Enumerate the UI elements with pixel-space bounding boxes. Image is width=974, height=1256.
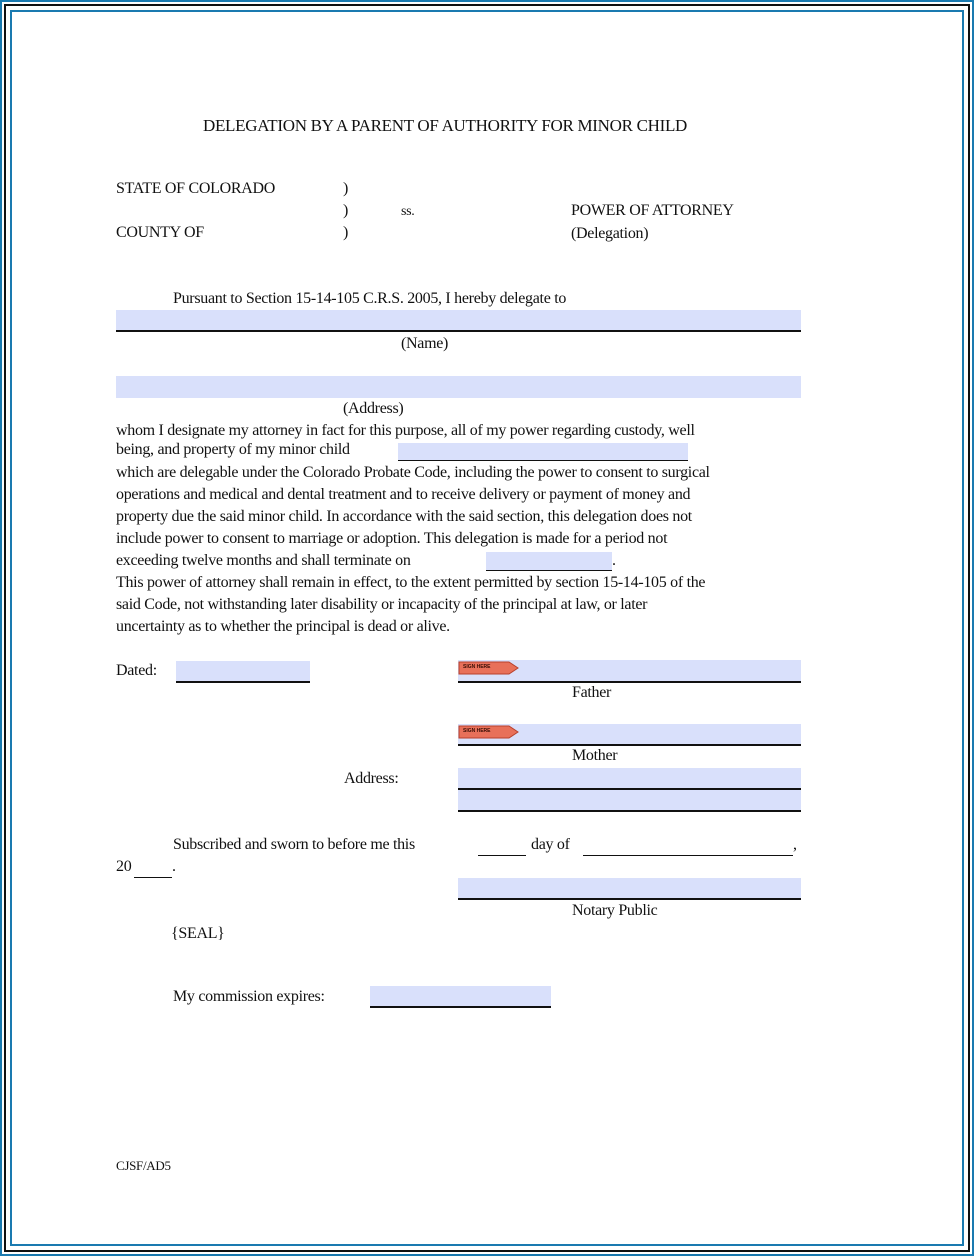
sworn-month-field[interactable] <box>583 835 793 856</box>
body-line: include power to consent to marriage or adoption. This delegation is made for a period not <box>116 530 668 547</box>
body-line: which are delegable under the Colorado Probate Code, including the power to consent to surgical <box>116 464 710 481</box>
address-field[interactable] <box>116 376 801 398</box>
paren: ) <box>343 202 349 219</box>
sign-here-text: SIGN HERE <box>463 728 491 734</box>
body-line: property due the said minor child. In accordance with the said section, this delegation does not <box>116 508 692 525</box>
delegation-label: (Delegation) <box>571 225 649 242</box>
address-label: (Address) <box>343 400 404 417</box>
body-line: This power of attorney shall remain in effect, to the extent permitted by section 15-14-105 of the <box>116 574 706 591</box>
commission-expires-field[interactable] <box>370 986 551 1008</box>
sworn-day-field[interactable] <box>478 835 526 856</box>
body-line: exceeding twelve months and shall terminate on <box>116 552 411 569</box>
notary-label: Notary Public <box>572 902 658 919</box>
intro-text: Pursuant to Section 15-14-105 C.R.S. 2005, I hereby delegate to <box>173 290 567 307</box>
minor-child-field[interactable] <box>398 443 688 461</box>
county-label: COUNTY OF <box>116 224 204 241</box>
year-prefix: 20 <box>116 858 132 875</box>
paren: ) <box>343 180 349 197</box>
address-field-label: Address: <box>344 770 399 787</box>
sign-here-text: SIGN HERE <box>463 664 491 670</box>
period: . <box>172 858 176 875</box>
body-line: said Code, not withstanding later disability or incapacity of the principal at law, or later <box>116 596 648 613</box>
seal-label: {SEAL} <box>171 925 225 942</box>
day-of-label: day of <box>531 836 570 853</box>
sworn-text: Subscribed and sworn to before me this <box>173 836 415 853</box>
mother-label: Mother <box>572 747 618 764</box>
body-line: being, and property of my minor child <box>116 441 350 458</box>
body-line: operations and medical and dental treatment and to receive delivery or payment of money and <box>116 486 691 503</box>
parent-address-line-1[interactable] <box>458 768 801 790</box>
ss-label: ss. <box>401 204 415 219</box>
period: . <box>612 552 616 569</box>
commission-label: My commission expires: <box>173 988 325 1005</box>
poa-label: POWER OF ATTORNEY <box>571 202 734 219</box>
body-line: uncertainty as to whether the principal is dead or alive. <box>116 618 450 635</box>
dated-label: Dated: <box>116 662 157 679</box>
sign-here-tag <box>457 661 519 675</box>
sworn-year-field[interactable] <box>134 857 172 878</box>
name-field[interactable] <box>116 310 801 332</box>
parent-address-line-2[interactable] <box>458 790 801 812</box>
sign-here-tag <box>457 725 519 739</box>
paren: ) <box>343 224 349 241</box>
terminate-date-field[interactable] <box>486 552 612 571</box>
body-line: whom I designate my attorney in fact for this purpose, all of my power regarding custody, well <box>116 422 695 439</box>
notary-signature-field[interactable] <box>458 878 801 900</box>
father-label: Father <box>572 684 612 701</box>
comma: , <box>793 836 797 853</box>
dated-field[interactable] <box>176 661 310 683</box>
state-label: STATE OF COLORADO <box>116 180 275 197</box>
name-label: (Name) <box>401 335 449 352</box>
document-title: DELEGATION BY A PARENT OF AUTHORITY FOR MINOR CHILD <box>203 116 688 135</box>
form-code: CJSF/AD5 <box>116 1158 171 1173</box>
